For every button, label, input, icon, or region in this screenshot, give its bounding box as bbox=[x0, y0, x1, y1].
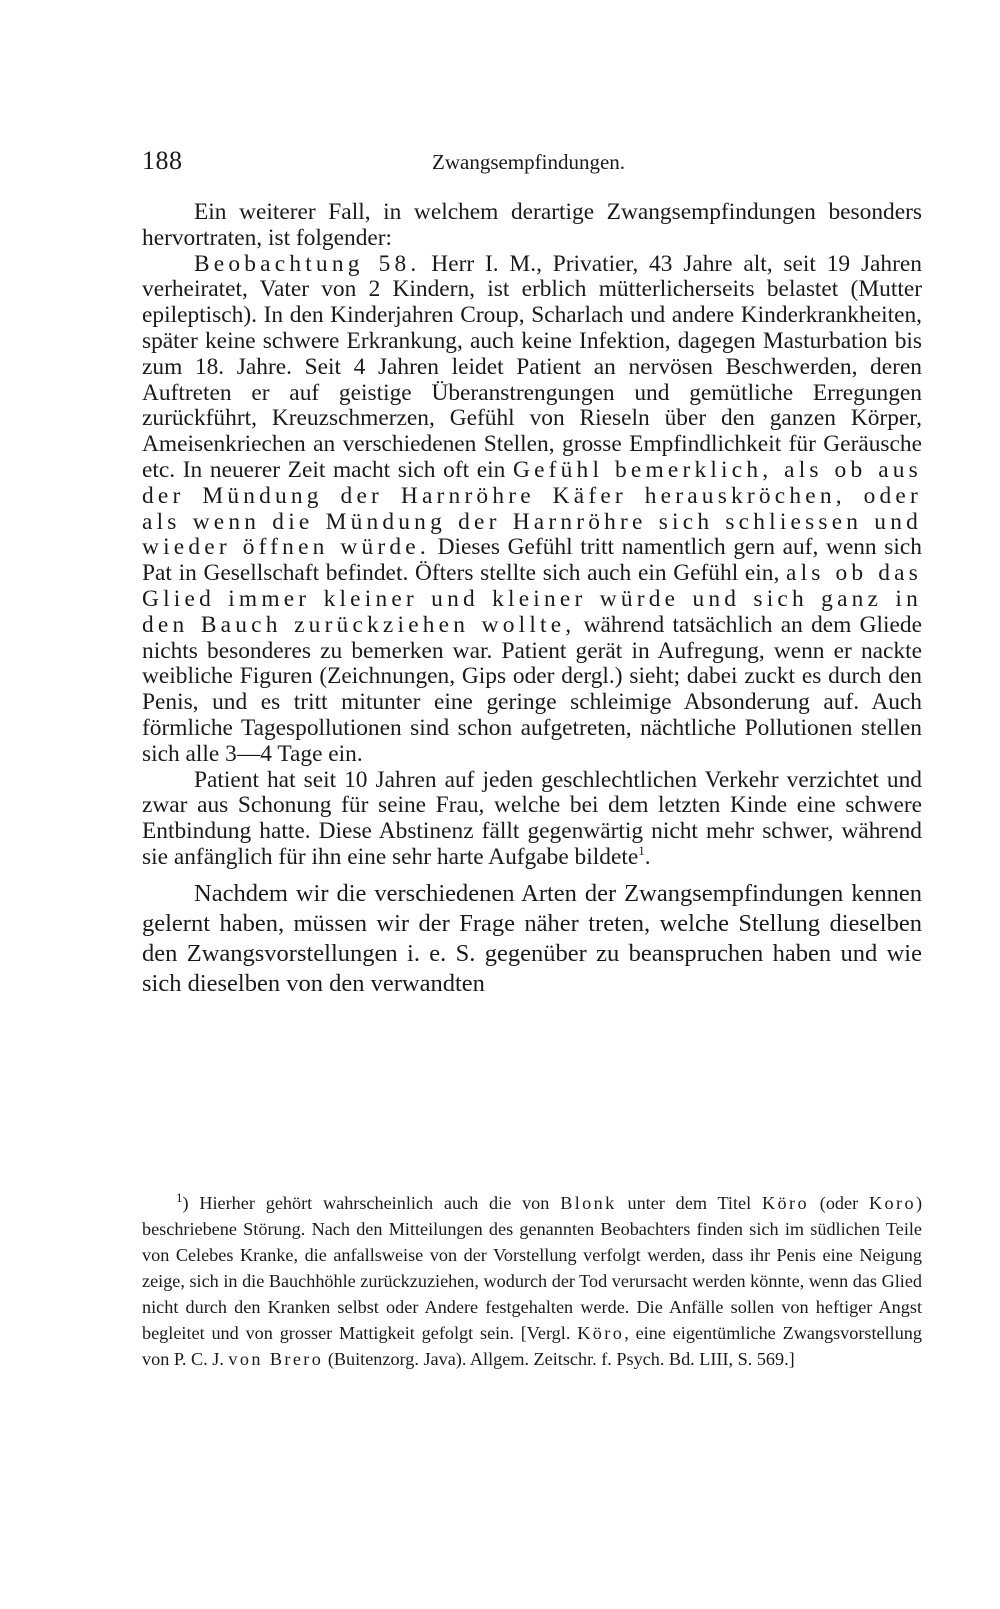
case-spaced-b: als ob das Glied immer kleiner und kleiner würde und sich ganz in den Bauch zurückziehen wollte, bbox=[142, 560, 922, 638]
footnote-author-brero: von Brero bbox=[228, 1349, 324, 1369]
footnote-mark: 1 bbox=[176, 1189, 183, 1205]
case-cont-end: . bbox=[644, 843, 651, 870]
footnote-t5: , eine eigentümliche Zwangsvorstellung von P. C. J. bbox=[142, 1323, 922, 1369]
footnote-t2: unter dem Titel bbox=[616, 1193, 762, 1213]
page-header bbox=[142, 146, 922, 182]
case-paragraph bbox=[142, 252, 922, 768]
footnote-t1: ) Hierher gehört wahrscheinlich auch die von bbox=[182, 1193, 561, 1213]
footnote-reference[interactable]: 1 bbox=[638, 843, 645, 859]
footnote-t3: (oder bbox=[808, 1193, 869, 1213]
footnote-1 bbox=[142, 1190, 922, 1372]
footnote-term-koro-2: Koro bbox=[868, 1193, 916, 1213]
case-text-c: während tatsächlich an dem Gliede nichts besonderes zu bemerken war. Patient gerät in Aufregung, wenn er nackte weibliche Figuren (Zeichnungen, Gips oder dergl.) sieht; dabei zuckt es durch den Penis, und es tritt mitunter eine geringe schleimige Absonderung auf. Auch förmliche Tagespollutionen sind schon aufgetreten, nächtliche Pollutionen stellen sich alle 3—4 Tage ein. bbox=[142, 611, 922, 767]
case-spaced-a: Gefühl bemerklich, als ob aus der Mündung der Harnröhre Käfer herauskröchen, oder als wenn die Mündung der Harnröhre sich schliessen und wieder öffnen würde. bbox=[142, 456, 922, 561]
case-text-a: Herr I. M., Privatier, 43 Jahre alt, seit 19 Jahren verheiratet, Vater von 2 Kindern, ist erblich mütterlicherseits belastet (Mutter epileptisch). In den Kinderjahren Croup, Scharlach und andere Kinderkrankheiten, später keine schwere Erkrankung, auch keine Infektion, dagegen Masturbation bis zum 18. Jahre. Seit 4 Jahren leidet Patient an nervösen Beschwerden, deren Auftreten er auf geistige Überanstrengungen und gemütliche Erregungen zurückführt, Kreuzschmerzen, Gefühl von Rieseln über den ganzen Körper, Ameisenkriechen an verschiedenen Stellen, grosse Empfindlichkeit für Geräusche etc. In neuerer Zeit macht sich oft ein bbox=[142, 250, 922, 483]
footnote-t4: ) beschriebene Störung. Nach den Mitteilungen des genannten Beobachters finden sich im südlichen Teile von Celebes Kranke, die anfallsweise von der Vorstellung verfolgt werden, dass ihr Penis eine Neigung zeige, sich in die Bauchhöhle zurückzuziehen, wodurch der Tod verursacht werden könnte, wenn das Glied nicht durch den Kranken selbst oder Andere festgehalten werde. Die Anfälle sollen von heftiger Angst begleitet und von grosser Mattigkeit gefolgt sein. [Vergl. bbox=[142, 1193, 922, 1343]
footnote-t6: (Buitenzorg. Java). Allgem. Zeitschr. f. Psych. Bd. LIII, S. 569.] bbox=[323, 1349, 795, 1369]
footnote-term-koro-3: Köro bbox=[577, 1323, 625, 1343]
running-head: Zwangsempfindungen. bbox=[432, 150, 626, 174]
footnotes bbox=[142, 1190, 922, 1372]
case-cont-text: Patient hat seit 10 Jahren auf jeden geschlechtlichen Verkehr verzichtet und zwar aus Schonung für seine Frau, welche bei dem letzten Kinde eine schwere Entbindung hatte. Diese Abstinenz fällt gegenwärtig nicht mehr schwer, während sie anfänglich für ihn eine sehr harte Aufgabe bildete bbox=[142, 766, 922, 870]
discussion-paragraph: Nachdem wir die verschiedenen Arten der Zwangsempfindungen kennen gelernt haben, müssen wir der Frage näher treten, welche Stellung dieselben den Zwangsvorstellungen i. e. S. gegenüber zu beanspruchen haben und wie sich dieselben von den verwandten bbox=[142, 879, 922, 997]
footnote-term-koro-1: Köro bbox=[761, 1193, 809, 1213]
main-text bbox=[142, 200, 922, 1023]
case-label: Beobachtung 58. bbox=[194, 250, 421, 277]
footnote-author-blonk: Blonk bbox=[560, 1193, 617, 1213]
page-number: 188 bbox=[142, 146, 183, 175]
case-continuation bbox=[142, 768, 922, 871]
intro-paragraph: Ein weiterer Fall, in welchem derartige Zwangsempfindungen besonders hervortraten, ist folgender: bbox=[142, 199, 922, 251]
case-text-b: Dieses Gefühl tritt namentlich gern auf, wenn sich Pat in Gesellschaft befindet. Öfters stellte sich auch ein Gefühl ein, bbox=[142, 534, 922, 587]
